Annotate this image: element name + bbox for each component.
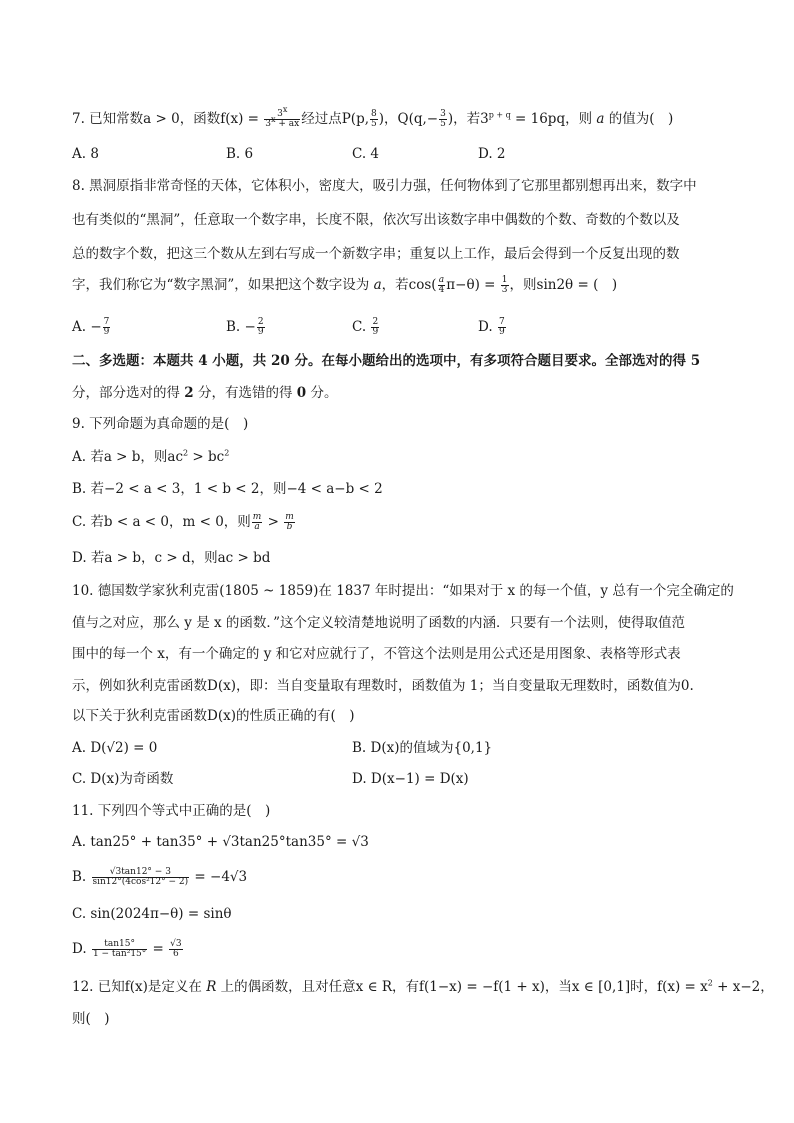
q8-line-1: 8. 黑洞原指非常奇怪的天体，它体积小，密度大，吸引力强，任何物体到了它那里都别想再出来，数字中 [72,178,697,194]
q10-option-d: D. D(x−1) = D(x) [352,771,469,787]
section-2-instructions-line-2: 分，部分选对的得 2 分，有选错的得 0 分。 [72,385,338,401]
q7-option-b: B. 6 [226,146,254,162]
q11-stem: 11. 下列四个等式中正确的是( ) [72,803,271,819]
q11-option-a: A. tan25° + tan35° + √3tan25°tan35° = √3 [72,834,369,850]
q8-line-2: 也有类似的“黑洞”，任意取一个数字串，长度不限，依次写出该数字串中偶数的个数、奇数的个数以及 [72,212,680,228]
q8-cos-fraction: $\frac{a}{4}$ [438,275,445,295]
q8-line-3: 总的数字个数，把这三个数从左到右写成一个新数字串；重复以上工作，最后会得到一个反复出现的数 [72,246,680,262]
q12-line-2: 则( ) [72,1011,110,1027]
q7-text: 7. 已知常数a > 0，函数f(x) = [72,111,264,127]
q9-stem: 9. 下列命题为真命题的是( ) [72,416,249,432]
q7-option-c: C. 4 [352,146,380,162]
q10-line-3: 围中的每一个 x，有一个确定的 y 和它对应就行了，不管这个法则是用公式还是用图象、表格等形式表 [72,646,681,662]
q11-option-d: D. $\frac{\tan 15^\circ}{\text{1 − tan²15°}}$ = $\frac{√3}{6}$ [72,939,182,959]
q10-line-4: 示，例如狄利克雷函数D(x)，即：当自变量取有理数时，函数值为 1；当自变量取无理数时，函数值为0. [72,678,694,694]
q10-line-1: 10. 德国数学家狄利克雷(1805 ~ 1859)在 1837 年时提出：“如果对于 x 的每一个值，y 总有一个完全确定的 [72,583,734,599]
q8-option-c: C. $\frac{2}{9}$ [352,317,379,337]
q10-line-2: 值与之对应，那么 y 是 x 的函数．”这个定义较清楚地说明了函数的内涵．只要有一个法则，使得取值范 [72,615,686,631]
q9-option-b: B. 若−2 < a < 3，1 < b < 2，则−4 < a−b < 2 [72,481,383,497]
q8-rhs-fraction: $\frac{1}{3}$ [501,275,508,295]
q11-option-c: C. sin(2024π−θ) = sinθ [72,906,232,922]
q9-option-d: D. 若a > b，c > d，则ac > bd [72,550,271,566]
q10-option-c: C. D(x)为奇函数 [72,771,174,787]
q8-option-b: B. − $\frac{2}{9}$ [226,317,264,337]
q10-line-5: 以下关于狄利克雷函数D(x)的性质正确的有( ) [72,708,355,724]
q9-option-c: C. 若b < a < 0，m < 0，则 $\frac{m}{a}$ > $\frac{m}{b}$ [72,512,294,532]
q8-option-d: D. $\frac{7}{9}$ [478,317,505,337]
q7-q-fraction: $\frac{3}{5}$ [440,109,446,129]
q8-line-4: 字，我们称它为“数字黑洞”，如果把这个数字设为 a，若cos( $\frac{a}{4}$ π−θ) = $\frac{1}{3}$ ，则sin2θ = ( ) [72,275,618,295]
q11-option-b: B. $\frac{√3\tan 12^\circ - 3}{\text{sin12°(4cos²12° − 2)}}$ = −4√3 [72,867,248,887]
q10-option-a: A. D(√2) = 0 [72,740,158,756]
q7-option-a: A. 8 [72,146,99,162]
section-2-instructions-line-1: 二、多选题：本题共 4 小题，共 20 分。在每小题给出的选项中，有多项符合题目要求。全部选对的得 5 [72,353,701,369]
q8-option-a: A. − $\frac{7}{9}$ [72,317,110,337]
q7-function-fraction: $\frac{3^x}{3^x + ax}$ [265,105,300,129]
q10-option-b: B. D(x)的值域为{0,1} [352,740,493,756]
q7-stem: 7. 已知常数a > 0，函数f(x) = $\frac{3^x}{3^x + ax}$ 经过点P(p, $\frac{8}{5}$ )，Q(q,− $\frac{3}{5}$ )，若$3^{p + q} = 16pq$，则 a 的值为( ) [72,105,674,129]
q9-option-a: A. 若a > b，则$ac^2 > bc^2$ [72,448,230,465]
q7-p-fraction: $\frac{8}{5}$ [371,109,377,129]
q7-option-d: D. 2 [478,146,506,162]
q12-line-1: 12. 已知f(x)是定义在 R 上的偶函数，且对任意x ∈ R，有f(1−x) = −f(1 + x)，当x ∈ [0,1]时，$f(x) = x^2 + x-2$， [72,978,774,995]
